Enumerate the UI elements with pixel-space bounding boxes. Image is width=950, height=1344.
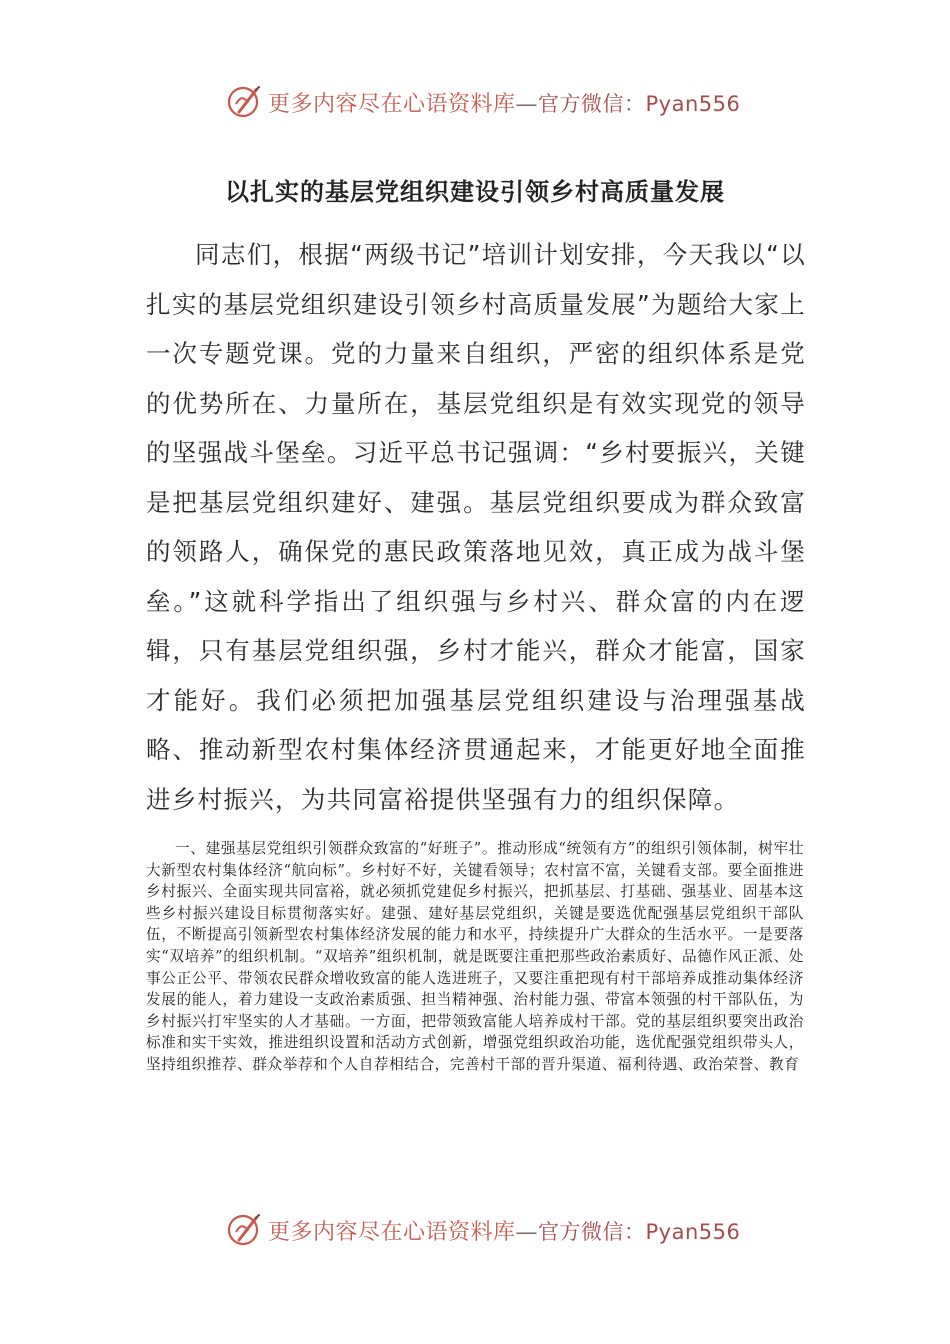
intro-paragraph: 同志们，根据“两级书记”培训计划安排，今天我以“以扎实的基层党组织建设引领乡村高质量发展”为题给大家上一次专题党课。党的力量来自组织，严密的组织体系是党的优势所在、力量所在，基层党组织是有效实现党的领导的坚强战斗堡垒。习近平总书记强调：“乡村要振兴，关键是把基层党组织建好、建强。基层党组织要成为群众致富的领路人，确保党的惠民政策落地见效，真正成为战斗堡垒。”这就科学指出了组织强与乡村兴、群众富的内在逻辑，只有基层党组织强，乡村才能兴，群众才能富，国家才能好。我们必须把加强基层党组织建设与治理强基战略、推动新型农村集体经济贯通起来，才能更好地全面推进乡村振兴，为共同富裕提供坚强有力的组织保障。 <box>146 240 806 814</box>
watermark-separator: — <box>515 91 539 117</box>
watermark-contact: 官方微信：Pyan556 <box>538 1219 741 1244</box>
pen-logo-icon <box>226 84 262 120</box>
document-title: 以扎实的基层党组织建设引领乡村高质量发展 <box>225 178 725 206</box>
watermark-banner-bottom <box>226 1208 746 1252</box>
watermark-banner-top <box>226 80 746 124</box>
section-one-paragraph: 一、建强基层党组织引领群众致富的“好班子”。推动形成“统领有方”的组织引领体制，树牢壮大新型农村集体经济“航向标”。乡村好不好，关键看领导；农村富不富，关键看支部。要全面推进乡村振兴、全面实现共同富裕，就必须抓党建促乡村振兴，把抓基层、打基础、强基业、固基本这些乡村振兴建设目标贯彻落实好。建强、建好基层党组织，关键是要选优配强基层党组织干部队伍，不断提高引领新型农村集体经济发展的能力和水平，持续提升广大群众的生活水平。一是要落实“双培养”的组织机制。“双培养”组织机制，就是既要注重把那些政治素质好、品德作风正派、处事公正公平、带领农民群众增收致富的能人选进班子，又要注重把现有村干部培养成推动集体经济发展的能人，着力建设一支政治素质强、担当精神强、治村能力强、带富本领强的村干部队伍，为乡村振兴打牢坚实的人才基础。一方面，把带领致富能人培养成村干部。党的基层组织要突出政治标准和实干实效，推进组织设置和活动方式创新，增强党组织政治功能，选优配强党组织带头人，坚持组织推荐、群众举荐和个人自荐相结合，完善村干部的晋升渠道、福利待遇、政治荣誉、教育 <box>146 840 804 1073</box>
watermark-contact: 官方微信：Pyan556 <box>538 91 741 116</box>
watermark-text: 更多内容尽在心语资料库 <box>268 1219 516 1245</box>
watermark-separator: — <box>515 1219 539 1245</box>
pen-logo-icon <box>226 1212 262 1248</box>
watermark-text: 更多内容尽在心语资料库 <box>268 91 516 117</box>
